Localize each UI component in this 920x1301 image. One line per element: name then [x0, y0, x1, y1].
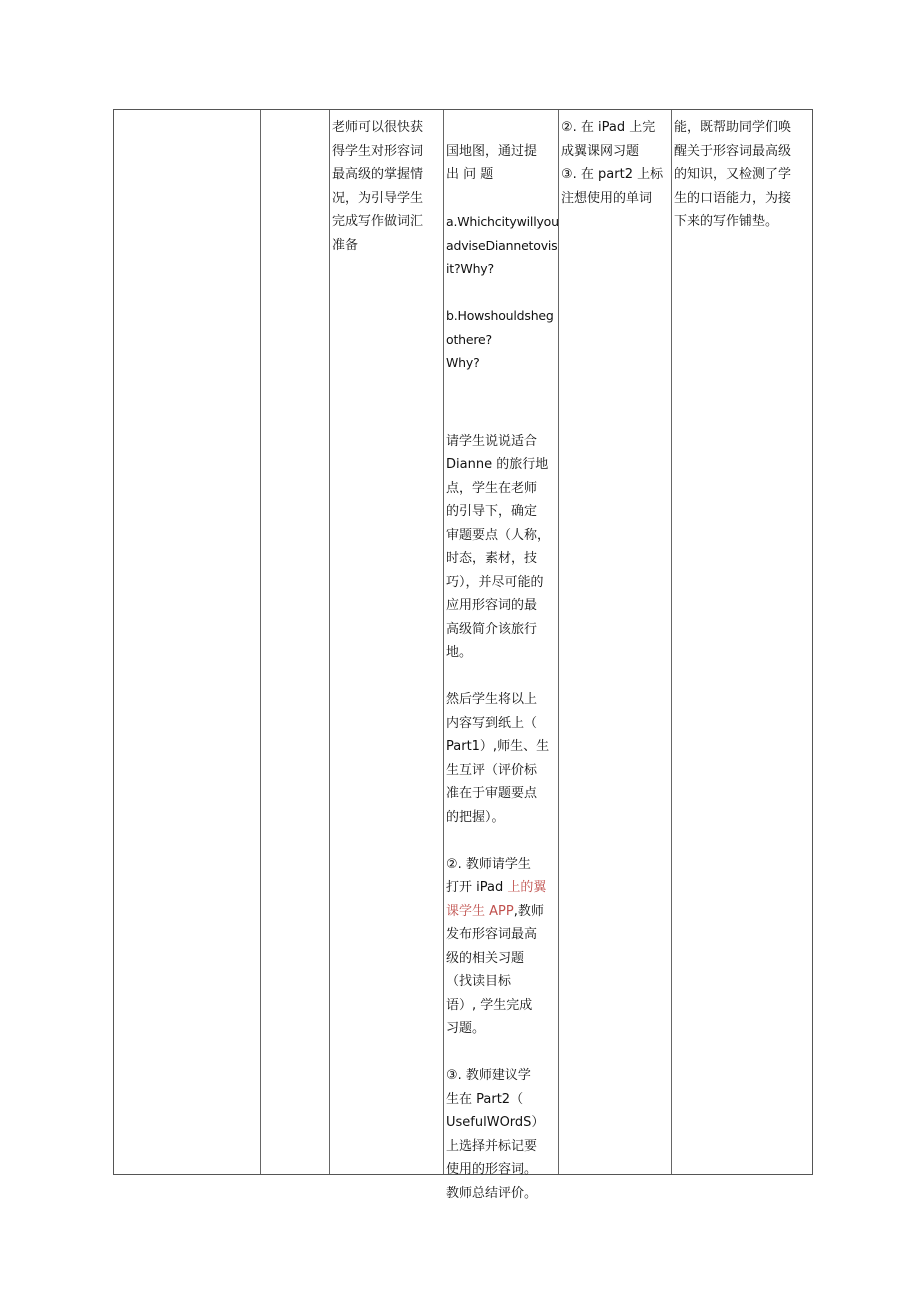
paragraph-3-highlight: 上的翼 课学生 APP: [446, 880, 547, 919]
activity-paragraph-2: 然后学生将以上 内容写到纸上（ Part1）,师生、生 生互评（评价标 准在于审题要点 的把握）。: [446, 692, 550, 825]
activity-paragraph-3: [446, 853, 556, 1041]
paragraph-3-end: ,教师 发布形容词最高 级的相关习题 （找读目标 语）, 学生完成 习题。: [446, 903, 544, 1036]
column-design-intent: [330, 110, 444, 1174]
purpose-text: 能，既帮助同学们唤 醒关于形容词最高级 的知识，又检测了学 生的口语能力，为接 下来的写作铺垫。: [674, 120, 792, 229]
column-2: [261, 110, 330, 1174]
column-student-activity: [559, 110, 672, 1174]
activity-paragraph-4: ③. 教师建议学 生在 Part2（ UsefulWOrdS） 上选择并标记要 使用的形容词。 教师总结评价。: [446, 1068, 545, 1201]
column-1: [114, 110, 261, 1174]
paragraph-3-start: ②. 教师请学生 打开 iPad: [446, 856, 531, 895]
column-purpose: [672, 110, 813, 1174]
student-activity-text: ②. 在 iPad 上完 成翼课网习题 ③. 在 part2 上标 注想使用的单词: [561, 120, 664, 206]
activity-intro: 国地图，通过提 出 问 题: [446, 143, 538, 182]
activity-paragraph-1: 请学生说说适合 Dianne 的旅行地 点，学生在老师 的引导下，确定 审题要点（人称， 时态，素材，技 巧），并尽可能的 应用形容词的最 高级简介该旅行 地。: [446, 433, 551, 660]
design-intent-text: 老师可以很快获 得学生对形容词 最高级的掌握情 况，为引导学生 完成写作做词汇 准备: [332, 120, 424, 253]
lesson-plan-table: [113, 109, 813, 1201]
teacher-activity-cell: [446, 116, 559, 1229]
column-teacher-activity: [444, 110, 559, 1201]
question-b: b.Howshouldsheg othere? Why?: [446, 308, 554, 370]
question-a: a.Whichcitywillyou adviseDiannetovis it?Why?: [446, 214, 559, 276]
